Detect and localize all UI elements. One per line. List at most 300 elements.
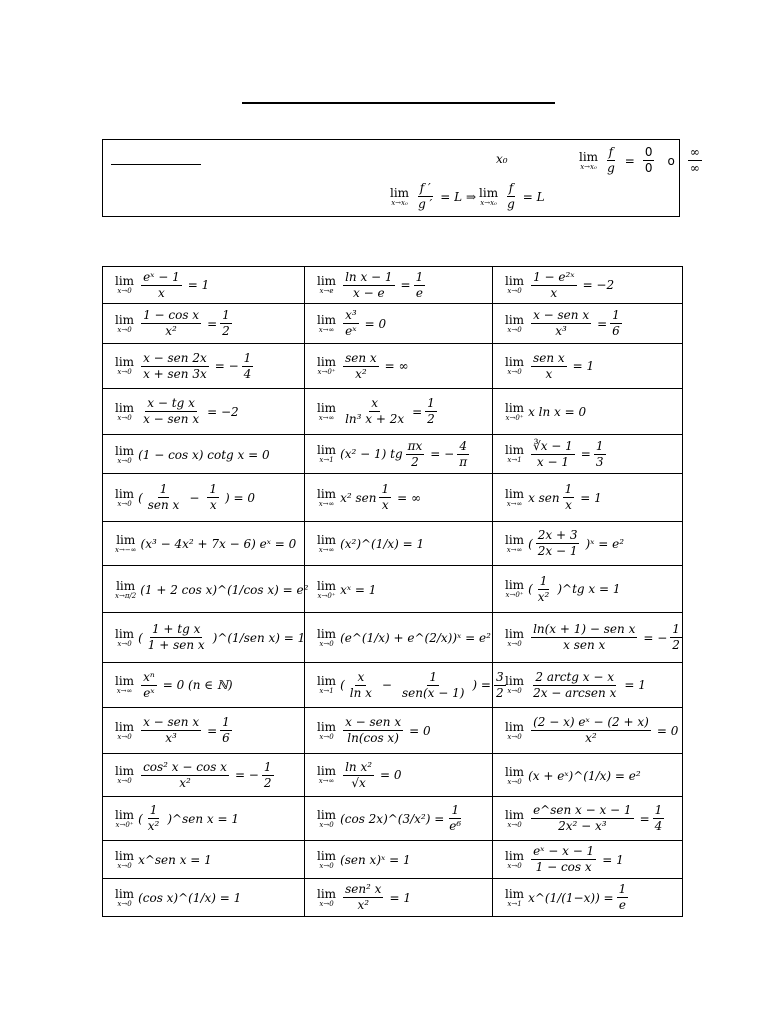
lim-word: lim xyxy=(505,578,525,592)
limit-cell xyxy=(305,797,493,841)
result-fraction xyxy=(242,352,254,381)
expression-text: (sen x)ˣ = 1 xyxy=(340,853,411,867)
lim-operator xyxy=(317,275,336,295)
fraction-denominator: 2 xyxy=(411,454,419,469)
limit-expression xyxy=(115,309,235,338)
fraction-2-denominator: sen(x − 1) xyxy=(401,685,465,700)
fraction xyxy=(531,716,651,745)
limit-cell xyxy=(493,841,683,879)
limit-expression xyxy=(505,623,685,652)
limit-cell xyxy=(305,841,493,879)
limit-cell xyxy=(103,435,305,474)
result-fraction xyxy=(494,671,506,700)
expression-text: (e^(1/x) + e^(2/x))ˣ = e² xyxy=(340,631,491,645)
result-fraction-denominator: 3 xyxy=(595,454,604,469)
lim-subscript: x→1 xyxy=(319,687,334,695)
fraction-denominator: x³ xyxy=(555,324,567,338)
fraction-numerator: ln x² xyxy=(345,759,373,774)
lim-word: lim xyxy=(115,274,135,288)
limit-expression xyxy=(317,761,402,790)
expression-text: xˣ = 1 xyxy=(340,582,377,597)
lim-operator xyxy=(115,275,134,295)
result-fraction-numerator: 1 xyxy=(654,803,663,817)
table-row xyxy=(103,474,683,522)
limit-expression xyxy=(505,440,609,469)
lim-word: lim xyxy=(317,533,337,547)
fraction-denominator: ln x xyxy=(349,685,372,700)
result-fraction xyxy=(670,623,682,652)
result-fraction-denominator: 6 xyxy=(222,731,230,745)
limit-expression xyxy=(317,850,411,870)
result-fraction-numerator: 4 xyxy=(459,438,467,453)
fraction-denominator: e xyxy=(618,898,626,912)
result-text: = −2 xyxy=(207,404,239,419)
fraction xyxy=(348,671,374,700)
limit-expression xyxy=(505,352,594,381)
lim-word: lim xyxy=(317,312,337,327)
table-row xyxy=(103,304,683,344)
limit-expression xyxy=(317,271,428,300)
lim-operator xyxy=(115,628,134,648)
lim-word: lim xyxy=(115,355,135,369)
limit-expression xyxy=(317,440,472,469)
result-fraction-numerator: 1 xyxy=(672,622,680,636)
result-fraction xyxy=(653,804,665,833)
lim-operator xyxy=(505,628,524,648)
lim-subscript: x→0⁺ xyxy=(115,820,134,829)
expression-text: ( xyxy=(528,536,533,551)
lim-subscript: x→0 xyxy=(117,862,132,870)
fraction xyxy=(536,575,552,604)
lim-word: lim xyxy=(115,674,135,688)
fraction-numerator: x − sen x xyxy=(143,715,200,729)
fraction xyxy=(531,440,575,469)
limit-cell xyxy=(493,389,683,435)
fraction xyxy=(531,623,637,652)
table-row xyxy=(103,344,683,389)
result-text: = xyxy=(207,316,218,331)
lim-word: lim xyxy=(115,719,135,734)
limit-cell xyxy=(305,344,493,389)
fraction-denominator: x xyxy=(545,366,553,381)
lim-operator xyxy=(505,356,524,376)
limit-cell xyxy=(103,344,305,389)
lim-subscript: x→0⁺ xyxy=(317,591,336,600)
lim-operator xyxy=(317,356,336,376)
limit-expression xyxy=(505,804,667,833)
result-text: = xyxy=(207,723,218,738)
limit-cell xyxy=(103,708,305,754)
lim-word: lim xyxy=(505,532,525,547)
limit-expression xyxy=(115,888,241,908)
operator: − xyxy=(381,678,392,692)
limit-cell xyxy=(493,522,683,566)
result-text: = 0 xyxy=(409,723,431,738)
fraction-numerator: x xyxy=(357,669,365,684)
result-text: = xyxy=(639,811,650,826)
lim-operator xyxy=(505,809,524,829)
limit-cell xyxy=(103,522,305,566)
lim-operator xyxy=(115,314,134,334)
fraction-numerator: x³ xyxy=(345,308,357,322)
fraction xyxy=(531,352,567,381)
lim-subscript: x→0 xyxy=(507,732,522,741)
lim-operator xyxy=(115,809,134,829)
fraction-2 xyxy=(207,483,219,512)
result-fraction-denominator: 2 xyxy=(495,685,504,700)
result-text: = xyxy=(580,447,591,461)
lim-word: lim xyxy=(115,849,135,863)
lim-subscript: x→0 xyxy=(117,325,132,334)
lim-subscript: x→∞ xyxy=(318,777,335,785)
limit-cell xyxy=(493,435,683,474)
result-text: )^tg x = 1 xyxy=(557,582,621,596)
fraction xyxy=(343,716,403,745)
lim-subscript: x→∞ xyxy=(318,413,335,422)
fraction xyxy=(531,804,634,833)
fraction-denominator: ln(cos x) xyxy=(347,731,399,745)
fraction-numerator: 2x + 3 xyxy=(537,528,578,542)
lim-subscript: x→0 xyxy=(319,732,334,741)
result-text: = 1 xyxy=(187,278,210,292)
lim-subscript: x→0 xyxy=(507,639,522,648)
fraction-denominator: x xyxy=(381,498,389,512)
result-text: = xyxy=(597,316,608,331)
lim-subscript: x→∞ xyxy=(506,499,523,508)
lim-subscript: x→0⁺ xyxy=(317,368,336,376)
lim-word: lim xyxy=(115,443,135,458)
limit-cell xyxy=(305,435,493,474)
result-fraction-denominator: 2 xyxy=(222,324,230,338)
lim-subscript: x→∞ xyxy=(318,499,335,508)
fraction-denominator: x³ xyxy=(165,731,177,745)
lim-word: lim xyxy=(116,533,136,547)
lim-word: lim xyxy=(505,401,525,415)
limit-expression xyxy=(505,766,641,786)
lim-operator xyxy=(317,402,336,422)
lim-subscript: x→0 xyxy=(507,687,522,695)
limit-expression xyxy=(317,534,424,554)
fraction xyxy=(343,309,359,338)
result-text: = 1 xyxy=(572,359,595,373)
fraction xyxy=(141,761,229,790)
limit-expression xyxy=(115,804,239,833)
lim-subscript: x→∞ xyxy=(318,325,335,334)
lim-word: lim xyxy=(505,355,525,369)
table-row xyxy=(103,879,683,917)
lim-subscript: x→0⁺ xyxy=(505,591,524,599)
limit-cell xyxy=(103,797,305,841)
lim-operator xyxy=(317,444,336,464)
fraction-denominator: x xyxy=(158,285,165,300)
fraction-denominator: 2x² − x³ xyxy=(558,819,607,833)
fraction xyxy=(406,440,425,469)
fraction-numerator: 1 xyxy=(159,482,168,496)
result-fraction xyxy=(220,309,232,338)
fraction xyxy=(141,271,182,300)
lim-subscript: x→0 xyxy=(507,820,522,829)
table-row xyxy=(103,267,683,304)
lim-operator xyxy=(317,888,336,908)
fraction xyxy=(536,529,580,558)
lim-word: lim xyxy=(505,626,525,641)
lim-operator xyxy=(505,534,524,554)
lim-operator xyxy=(115,580,136,600)
lim-word: lim xyxy=(115,887,135,901)
fraction-denominator: x² xyxy=(357,898,370,912)
lim-word: lim xyxy=(317,578,337,593)
expression-text: (x²)^(1/x) = 1 xyxy=(340,537,425,551)
lim-operator xyxy=(317,534,336,554)
limit-cell xyxy=(493,267,683,304)
result-fraction-denominator: 2 xyxy=(263,775,272,790)
fraction-numerator: eˣ − x − 1 xyxy=(533,844,595,858)
result-text: = 0 (n ∈ ℕ) xyxy=(162,678,233,692)
limit-cell xyxy=(493,708,683,754)
lim-word: lim xyxy=(317,274,337,288)
lim-subscript: x→0 xyxy=(507,325,522,334)
fraction xyxy=(343,761,374,790)
fraction-numerator: ∛x − 1 xyxy=(533,438,573,453)
table-row xyxy=(103,708,683,754)
fraction xyxy=(343,271,394,300)
limit-cell xyxy=(493,613,683,663)
fraction-numerator: 1 xyxy=(451,803,460,817)
operator: − xyxy=(189,490,200,505)
result-text: )^sen x = 1 xyxy=(167,811,239,826)
lim-operator xyxy=(115,534,137,554)
lim-word: lim xyxy=(317,674,337,688)
limit-expression xyxy=(115,534,296,554)
result-text: = −2 xyxy=(582,278,615,292)
limit-cell xyxy=(103,566,309,613)
fraction-numerator: cos² x − cos x xyxy=(143,759,227,774)
table-row xyxy=(103,522,683,566)
lim-operator xyxy=(115,356,134,376)
lim-word: lim xyxy=(505,848,525,863)
result-fraction-numerator: 1 xyxy=(263,759,272,774)
lim-subscript: x→0 xyxy=(117,777,132,785)
limit-expression xyxy=(505,483,602,512)
limit-expression xyxy=(115,352,256,381)
result-text: = 1 xyxy=(580,490,602,505)
lim-word: lim xyxy=(505,886,525,901)
result-text: = ∞ xyxy=(397,490,421,505)
limit-cell xyxy=(103,389,305,435)
result-text: = − xyxy=(643,630,668,645)
lim-subscript: x→0 xyxy=(117,499,132,508)
table-row xyxy=(103,797,683,841)
limit-expression xyxy=(317,309,386,338)
lim-operator xyxy=(317,628,336,648)
fraction-denominator: x² xyxy=(147,819,160,833)
fraction-numerator: 1 xyxy=(564,482,573,496)
lim-word: lim xyxy=(116,578,136,593)
fraction-denominator: ln³ x + 2x xyxy=(345,412,405,426)
lim-word: lim xyxy=(505,674,525,688)
lhopital-theorem-box xyxy=(102,139,700,217)
table-row xyxy=(103,435,683,474)
expression-text: x^sen x = 1 xyxy=(138,853,212,867)
expression-text: x ln x = 0 xyxy=(528,405,587,419)
lim-word: lim xyxy=(115,807,135,822)
limit-expression xyxy=(317,580,376,600)
limit-cell xyxy=(305,754,493,797)
table-row xyxy=(103,663,683,708)
limit-cell xyxy=(103,613,305,663)
fraction xyxy=(141,352,209,381)
limit-cell xyxy=(305,663,504,708)
lim-subscript: x→0 xyxy=(117,732,132,741)
fraction-denominator: x² xyxy=(355,366,367,381)
lim-subscript: x→∞ xyxy=(116,687,133,695)
expression-text: ( xyxy=(340,678,345,692)
limit-cell xyxy=(305,613,493,663)
lim-word: lim xyxy=(317,443,337,457)
fraction-numerator: (2 − x) eˣ − (2 + x) xyxy=(533,715,649,729)
title-rule xyxy=(242,102,555,104)
lim-word: lim xyxy=(505,807,525,822)
lim-word: lim xyxy=(317,486,337,501)
limit-expression xyxy=(115,671,233,700)
fraction xyxy=(379,483,391,512)
fraction-numerator: x − sen x xyxy=(345,715,402,729)
lim-subscript: x→0 xyxy=(507,287,522,295)
fraction xyxy=(146,483,182,512)
expression-text: ( xyxy=(528,582,533,596)
fraction-numerator: x − tg x xyxy=(147,396,195,410)
lim-subscript: x→0 xyxy=(117,413,132,422)
fraction-denominator: e⁶ xyxy=(449,819,462,833)
fraction-denominator: 2x − arcsen x xyxy=(533,685,617,700)
limit-expression xyxy=(505,883,631,912)
fraction-denominator: x² xyxy=(179,775,191,790)
result-text: )^(1/sen x) = 1 xyxy=(212,630,306,645)
expression-text: (cos 2x)^(3/x²) = xyxy=(340,811,445,826)
limit-expression xyxy=(317,397,440,426)
limit-cell xyxy=(305,879,493,917)
fraction xyxy=(343,352,379,381)
fraction-2-denominator: x xyxy=(209,498,217,512)
fraction-denominator: √x xyxy=(351,775,366,790)
fraction-denominator: x² xyxy=(537,589,550,604)
limit-cell xyxy=(493,879,683,917)
lim-subscript: x→∞ xyxy=(318,546,335,554)
lhopital-rule: lim x→x₀ $\frac{f '}{g '}$ = L ⇒ lim x→x₀ $\frac{f}{g}$ = L xyxy=(390,181,545,211)
result-fraction xyxy=(425,397,437,426)
limit-expression xyxy=(317,483,421,512)
result-fraction xyxy=(610,309,622,338)
lim-operator xyxy=(505,488,524,508)
limit-cell xyxy=(103,474,305,522)
result-fraction-numerator: 1 xyxy=(595,438,604,453)
limit-cell xyxy=(305,389,493,435)
fraction-numerator: sen x xyxy=(533,350,565,365)
lim-operator xyxy=(317,765,336,785)
limit-expression xyxy=(115,623,305,652)
fraction xyxy=(141,397,201,426)
limit-expression xyxy=(317,883,411,912)
limit-cell xyxy=(493,566,683,613)
limit-expression xyxy=(505,529,624,558)
fraction-numerator: sen² x xyxy=(345,882,382,896)
fraction-denominator: x xyxy=(565,498,572,512)
result-text: = 1 xyxy=(389,890,411,905)
fraction-denominator: 1 − cos x xyxy=(535,860,592,874)
result-text: = 0 xyxy=(656,723,679,738)
lim-operator xyxy=(317,675,336,695)
fraction-numerator: 1 + tg x xyxy=(151,622,201,636)
limit-cell xyxy=(305,304,493,344)
result-fraction-denominator: π xyxy=(459,454,468,469)
lim-operator xyxy=(505,850,524,870)
fraction-denominator: x + sen 3x xyxy=(143,366,207,381)
lim-operator xyxy=(317,850,336,870)
expression-text: (1 + 2 cos x)^(1/cos x) = e² xyxy=(140,582,309,597)
fraction-numerator: 1 xyxy=(618,882,627,896)
result-text: )ˣ = e² xyxy=(585,536,625,551)
theorem-heading-underline xyxy=(111,164,201,165)
fraction xyxy=(146,804,162,833)
lim-subscript: x→0 xyxy=(117,456,132,465)
lim-subscript: x→0 xyxy=(117,368,132,376)
indeterminate-form: lim x→x₀ $\frac{f}{g}$ = $\frac{0}{0}$ o $\frac{\infty}{\infty}$ xyxy=(579,145,700,175)
lim-word: lim xyxy=(317,764,337,778)
result-fraction-numerator: 3 xyxy=(495,669,504,684)
fraction-numerator: 1 − cos x xyxy=(143,308,200,322)
result-fraction xyxy=(457,440,469,469)
expression-text: (x + eˣ)^(1/x) = e² xyxy=(528,768,641,783)
limit-cell xyxy=(493,797,683,841)
table-row xyxy=(103,613,683,663)
fraction-denominator: x − e xyxy=(353,285,385,300)
fraction-denominator: x xyxy=(550,285,558,300)
table-row xyxy=(103,754,683,797)
fraction-numerator: sen x xyxy=(345,350,377,365)
fraction-numerator: 2 arctg x − x xyxy=(535,669,614,684)
result-text: = − xyxy=(430,447,455,461)
lim-subscript: x→0 xyxy=(507,777,522,786)
fraction xyxy=(343,397,406,426)
fraction xyxy=(141,671,157,700)
limit-cell xyxy=(493,663,683,708)
lim-word: lim xyxy=(115,312,135,327)
lim-subscript: x→0 xyxy=(507,368,522,376)
fraction-denominator: 1 + sen x xyxy=(147,638,205,652)
fraction xyxy=(563,483,575,512)
lim-operator xyxy=(115,488,134,508)
lim-operator xyxy=(115,721,134,741)
lim-operator xyxy=(505,444,524,464)
table-row xyxy=(103,841,683,879)
lim-word: lim xyxy=(317,807,337,822)
fraction-numerator: 1 xyxy=(149,803,158,817)
limit-cell xyxy=(103,754,305,797)
fraction-denominator: eˣ xyxy=(143,685,155,700)
limit-expression xyxy=(317,804,466,833)
fraction-denominator: x² xyxy=(585,731,597,745)
limit-cell xyxy=(305,708,493,754)
expression-text: (x² − 1) tg xyxy=(340,447,403,461)
expression-text: ( xyxy=(138,490,143,505)
lim-operator xyxy=(505,314,524,334)
limit-cell xyxy=(103,267,305,304)
lim-operator xyxy=(505,402,524,422)
lim-operator xyxy=(505,888,524,908)
expression-text: (x³ − 4x² + 7x − 6) eˣ = 0 xyxy=(140,537,297,551)
limits-table-body xyxy=(103,267,683,917)
lim-operator xyxy=(317,721,336,741)
